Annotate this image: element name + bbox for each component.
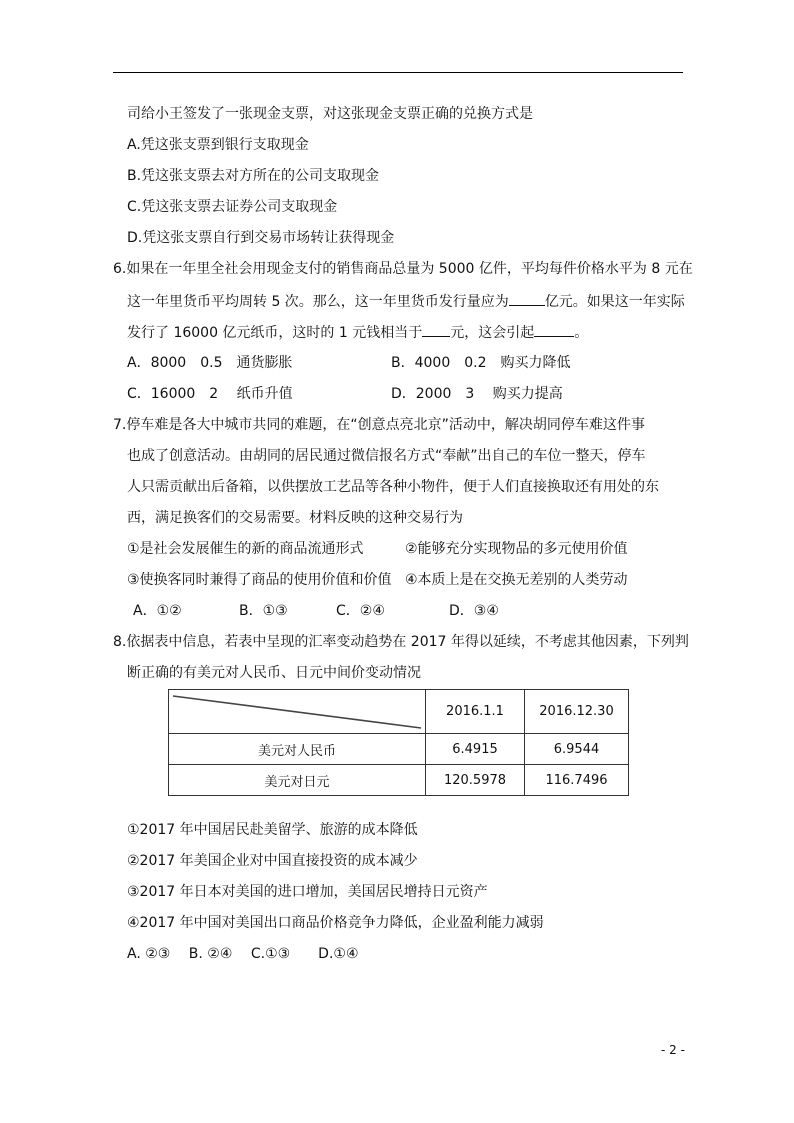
q7-line-3: 人只需贡献出后备箱，以供摆放工艺品等各种小物件，便于人们直接换取还有用处的东 — [127, 479, 659, 495]
table-row — [169, 765, 629, 796]
column-header-2016-1-1: 2016.1.1 — [426, 690, 525, 734]
q6-option-c: C．16000 2 纸币升值 — [127, 386, 293, 402]
cell-value: 6.9544 — [525, 734, 629, 765]
q7-option-a: A．①② — [133, 603, 182, 619]
page-number: - 2 - — [661, 1043, 685, 1057]
q6-line-1: 6.如果在一年里全社会用现金支付的销售商品总量为 5000 亿件，平均每件价格水平为 8 元在 — [113, 261, 693, 277]
header-rule — [113, 72, 683, 73]
q5-stem: 司给小王签发了一张现金支票，对这张现金支票正确的兑换方式是 — [127, 106, 533, 122]
q5-option-a: A.凭这张支票到银行支取现金 — [127, 137, 309, 153]
q7-item-2: ②能够充分实现物品的多元使用价值 — [405, 541, 628, 557]
q6-line-2: 这一年里货币平均周转 5 次。那么，这一年里货币发行量应为 亿元。如果这一年实际 — [127, 291, 685, 312]
q7-line-4: 西，满足换客们的交易需要。材料反映的这种交易行为 — [127, 510, 463, 526]
q7-item-1: ①是社会发展催生的新的商品流通形式 — [127, 541, 364, 557]
q6-line-3: 发行了 16000 亿元纸币，这时的 1 元钱相当于 元，这会引起 。 — [127, 322, 588, 343]
answer-blank — [534, 322, 574, 337]
row-label: 美元对日元 — [169, 765, 426, 796]
cell-value: 6.4915 — [426, 734, 525, 765]
q8-item-2: ②2017 年美国企业对中国直接投资的成本减少 — [127, 853, 418, 869]
q7-option-c: C．②④ — [336, 603, 385, 619]
q6-option-a: A．8000 0.5 通货膨胀 — [127, 355, 293, 371]
q8-line-1: 8.依据表中信息，若表中呈现的汇率变动趋势在 2017 年得以延续，不考虑其他因素，下列判 — [113, 634, 689, 650]
answer-blank — [509, 291, 545, 306]
q7-option-d: D．③④ — [449, 603, 499, 619]
q7-line-2: 也成了创意活动。由胡同的居民通过微信报名方式“奉献”出自己的车位一整天，停车 — [127, 448, 646, 464]
column-header-2016-12-30: 2016.12.30 — [525, 690, 629, 734]
q5-option-c: C.凭这张支票去证券公司支取现金 — [127, 199, 338, 215]
q7-option-b: B．①③ — [239, 603, 288, 619]
q7-item-4: ④本质上是在交换无差别的人类劳动 — [405, 572, 628, 588]
diagonal-header-cell — [169, 690, 426, 734]
q7-item-3: ③使换客同时兼得了商品的使用价值和价值 — [127, 572, 392, 588]
exchange-rate-table — [168, 689, 629, 796]
q7-line-1: 7.停车难是各大中城市共同的难题，在“创意点亮北京”活动中，解决胡同停车难这件事 — [113, 417, 645, 433]
cell-value: 116.7496 — [525, 765, 629, 796]
cell-value: 120.5978 — [426, 765, 525, 796]
row-label: 美元对人民币 — [169, 734, 426, 765]
table-row — [169, 734, 629, 765]
q5-option-d: D.凭这张支票自行到交易市场转让获得现金 — [127, 230, 395, 246]
q8-line-2: 断正确的有美元对人民币、日元中间价变动情况 — [127, 665, 421, 681]
table-header-row — [169, 690, 629, 734]
q8-item-3: ③2017 年日本对美国的进口增加，美国居民增持日元资产 — [127, 884, 488, 900]
q8-item-4: ④2017 年中国对美国出口商品价格竞争力降低，企业盈利能力减弱 — [127, 915, 544, 931]
answer-blank — [422, 322, 450, 337]
q8-options: A. ②③ B. ②④ C.①③ D.①④ — [127, 946, 359, 962]
q8-item-1: ①2017 年中国居民赴美留学、旅游的成本降低 — [127, 822, 418, 838]
q6-option-b: B．4000 0.2 购买力降低 — [391, 355, 571, 371]
q5-option-b: B.凭这张支票去对方所在的公司支取现金 — [127, 168, 380, 184]
diagonal-line — [169, 690, 425, 734]
q6-option-d: D．2000 3 购买力提高 — [391, 386, 563, 402]
